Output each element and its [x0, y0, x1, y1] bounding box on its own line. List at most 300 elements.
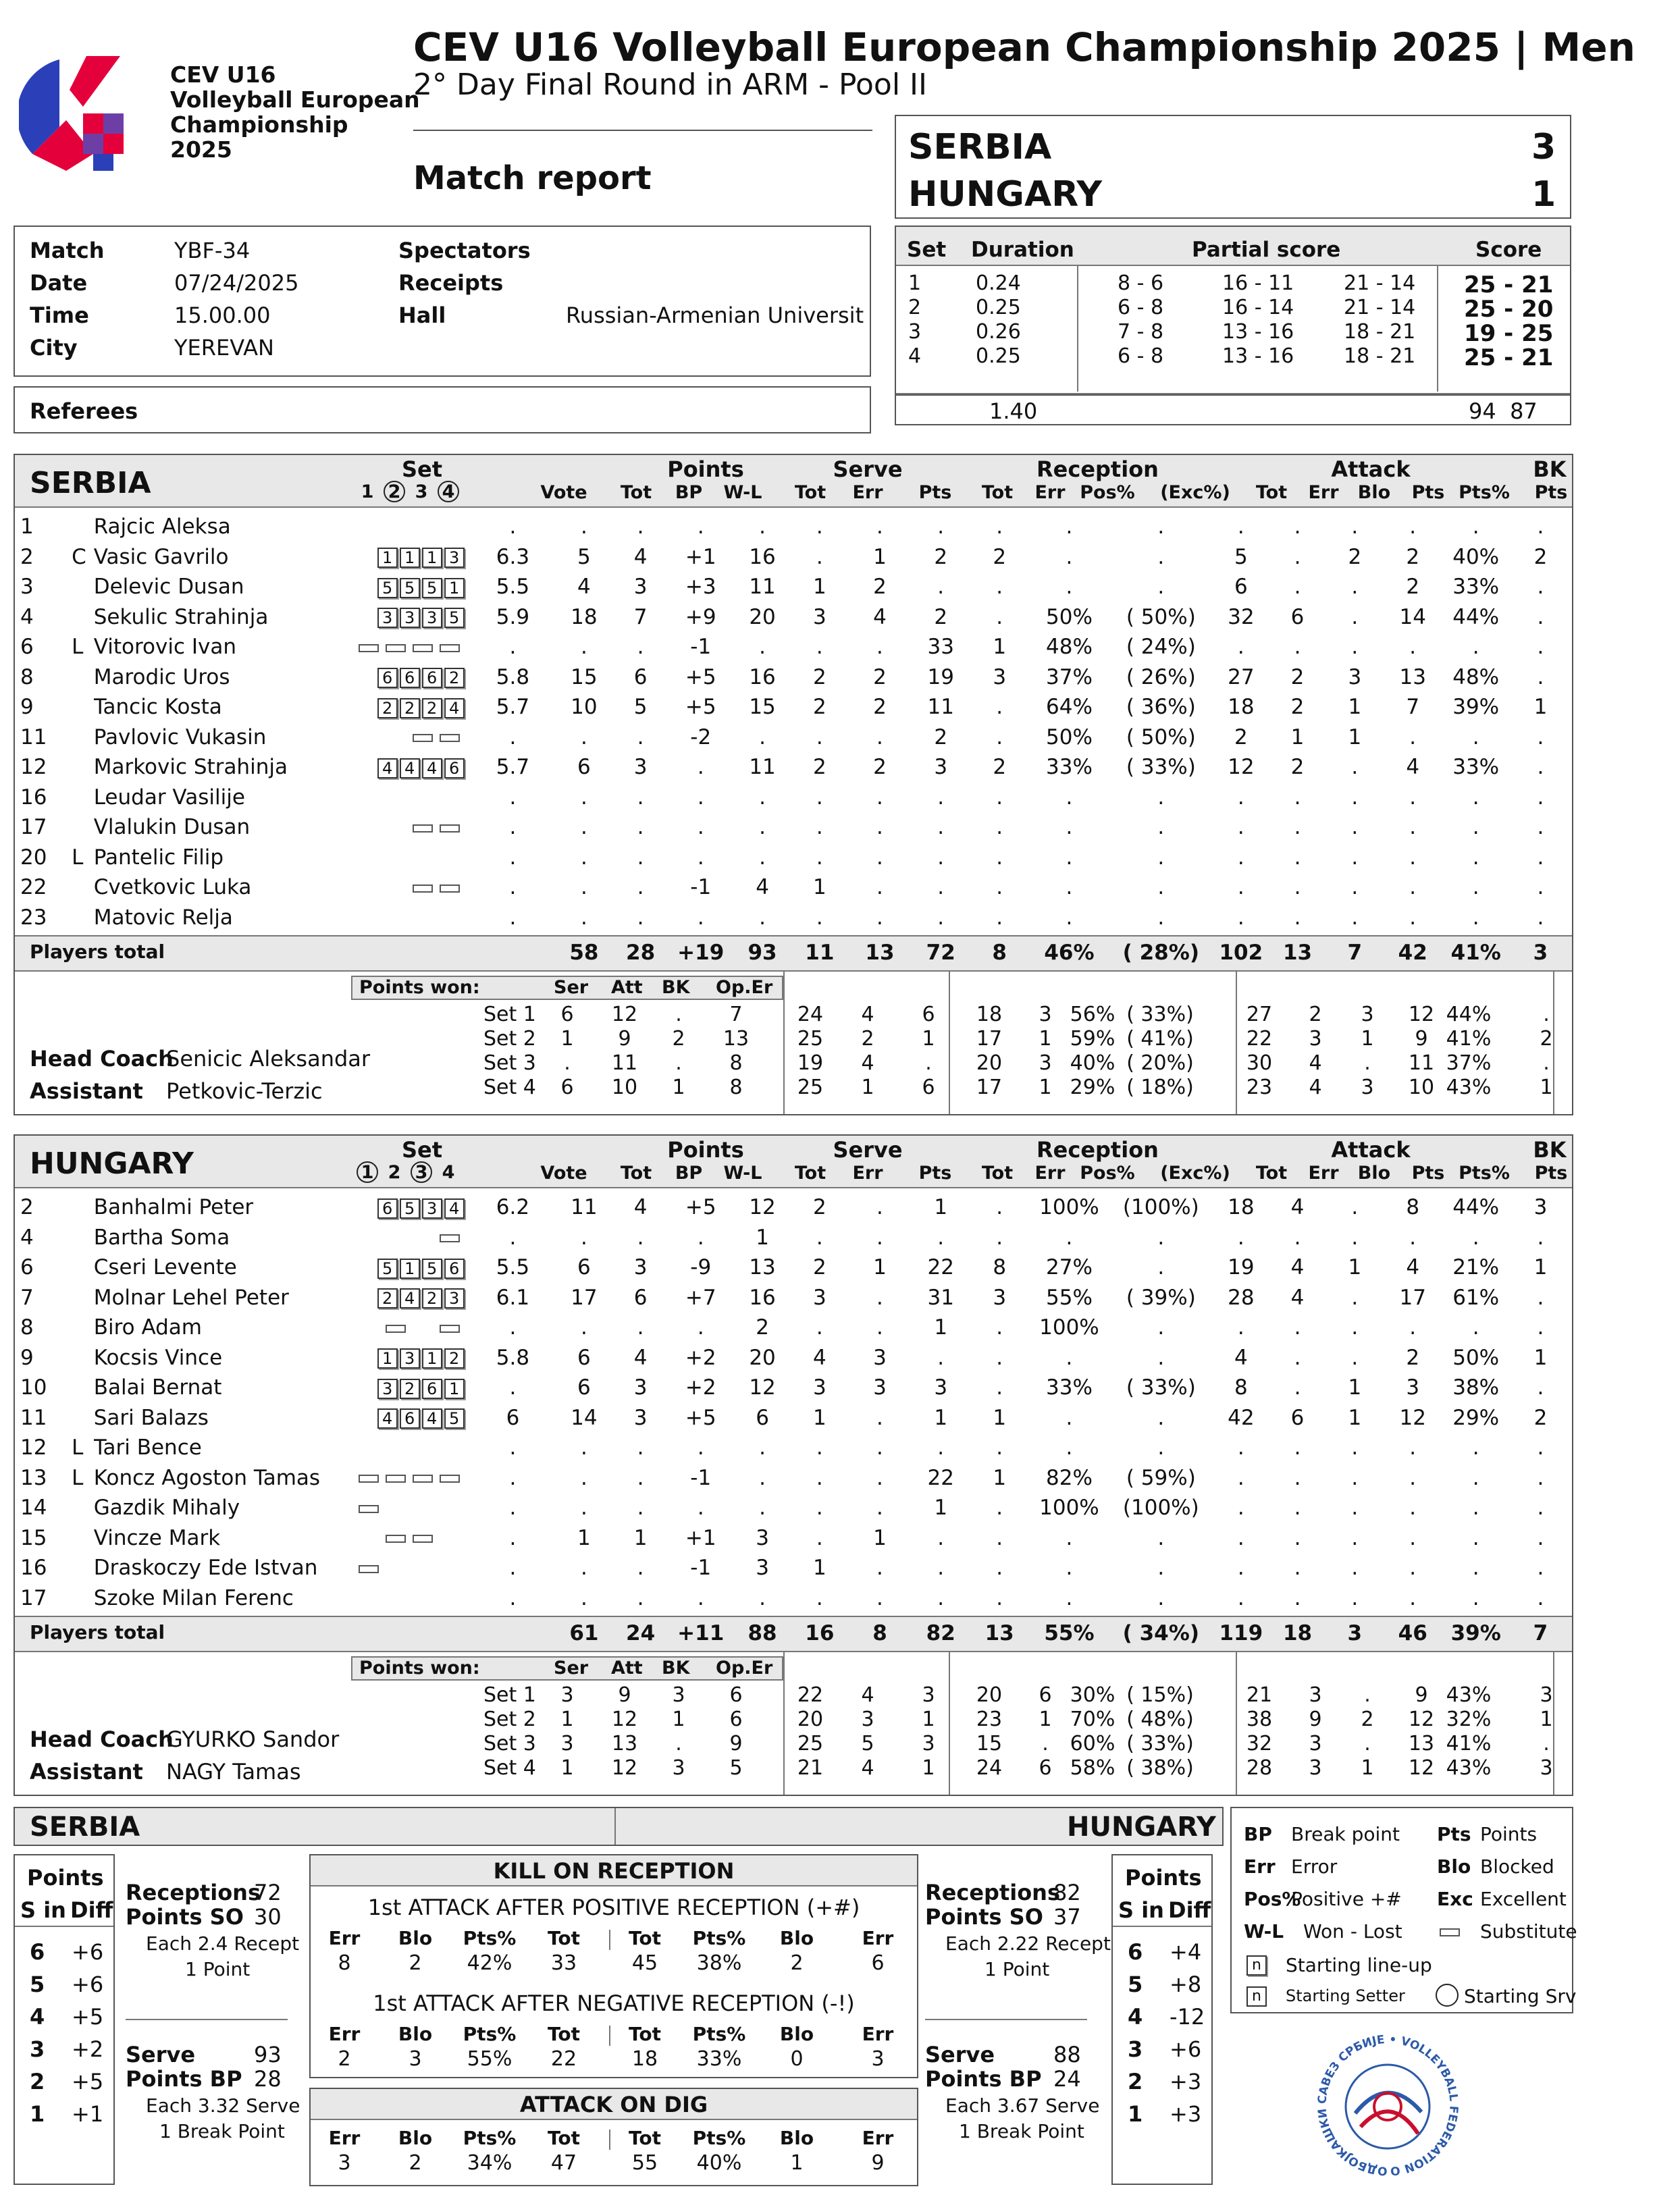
stat-spts: .	[876, 905, 883, 930]
total-apts: 42	[1398, 941, 1427, 966]
stat-rexc: .	[1157, 1405, 1165, 1430]
stat-rexc: (100%)	[1122, 1195, 1199, 1220]
stat-wl: +5	[685, 695, 716, 720]
set-stat-bkp: 3	[1540, 1683, 1553, 1707]
stat-aerr: 4	[1290, 1285, 1305, 1310]
player-set-lineup	[347, 1433, 472, 1463]
total-points: 94 87	[1469, 398, 1538, 424]
player-role	[72, 1403, 94, 1433]
serbia-set-marks	[357, 481, 465, 504]
dig-title: ATTACK ON DIG	[519, 2092, 708, 2117]
set-label: Set 4	[483, 1076, 536, 1099]
stat-ablo: .	[1351, 1556, 1359, 1581]
stat-tot: 6	[577, 1345, 591, 1370]
sin-rotation: 6	[30, 1939, 45, 1965]
set-label: Set 3	[483, 1732, 536, 1756]
kill-val: 40%	[696, 2151, 742, 2175]
stat-apct: 44%	[1452, 604, 1500, 629]
set-stat-rtot: 18	[976, 1003, 1003, 1026]
hungary-head-coach: GYURKO Sandor	[166, 1726, 340, 1752]
player-role: L	[72, 635, 84, 660]
stat-spts: .	[876, 1496, 883, 1521]
set-stat-rpos: 29%	[1070, 1076, 1115, 1099]
stat-stot: 20	[749, 604, 776, 629]
kill-val: 2	[790, 1951, 804, 1975]
set-mark: 2	[388, 1162, 401, 1183]
stat-bk: .	[1537, 1225, 1544, 1250]
player-number: 23	[20, 905, 47, 930]
stat-spts: .	[876, 785, 883, 810]
player-role	[72, 1493, 94, 1523]
set-stat-rpos: 56%	[1070, 1003, 1115, 1026]
stat-rtot: 1	[934, 1195, 948, 1220]
set-stat-spts: 1	[922, 1708, 935, 1731]
set-stat-rtot: 20	[976, 1683, 1003, 1707]
stat-rerr: .	[996, 1556, 1003, 1581]
stat-bp: 1	[633, 1525, 648, 1550]
partial-2: 13 - 16	[1222, 344, 1294, 368]
stat-vote: .	[509, 785, 517, 810]
player-role: C	[72, 544, 86, 569]
stat-stot: .	[759, 785, 766, 810]
table-row	[20, 1403, 1570, 1433]
player-set-lineup	[347, 632, 472, 662]
total-rerr: 8	[992, 941, 1007, 966]
stat-rpos: 27%	[1046, 1255, 1093, 1280]
stat-rexc: ( 33%)	[1126, 1375, 1196, 1400]
stat-atot: .	[1237, 1525, 1244, 1550]
stat-rerr: .	[996, 785, 1003, 810]
partial-3: 18 - 21	[1344, 320, 1416, 344]
set-stat-stot: 19	[797, 1051, 824, 1075]
player-role	[72, 872, 94, 903]
set-number: 1	[908, 271, 922, 295]
table-row	[20, 602, 1570, 633]
stat-aerr: .	[1294, 514, 1301, 539]
stat-apts: .	[1409, 1556, 1417, 1581]
stat-rtot: .	[937, 1556, 945, 1581]
legend-value: Break point	[1291, 1823, 1400, 1845]
kill-col-Err: Err	[862, 2023, 894, 2045]
stat-serr: .	[816, 1315, 823, 1340]
sin-rotation: 1	[30, 2101, 45, 2127]
set-stat-rerr: 1	[1039, 1027, 1052, 1051]
stat-bp: .	[637, 845, 644, 870]
stat-bp: .	[637, 1465, 644, 1490]
stat-rpos: .	[1066, 1405, 1073, 1430]
stat-rtot: 3	[934, 755, 948, 780]
hall-label: Hall	[398, 302, 446, 328]
substitute-icon	[440, 824, 460, 833]
player-number: 11	[20, 724, 47, 749]
player-role	[72, 1192, 94, 1223]
set-stat-atot: 22	[1246, 1027, 1273, 1051]
stat-bk: .	[1537, 815, 1544, 840]
stat-apct: .	[1472, 1465, 1479, 1490]
hungary-sub-pts: Pts	[1411, 1163, 1445, 1184]
set-stat-ser: 1	[560, 1027, 574, 1051]
stat-ablo: 1	[1348, 695, 1362, 720]
player-name: Tancic Kosta	[93, 695, 222, 720]
stat-bp: .	[637, 635, 644, 660]
stat-serr: .	[816, 1585, 823, 1610]
player-name: Vincze Mark	[93, 1525, 221, 1550]
team1-sets: 3	[1531, 127, 1556, 167]
stat-rerr: 1	[993, 635, 1007, 660]
stat-atot: .	[1237, 1496, 1244, 1521]
set-stat-ablo: .	[1364, 1051, 1371, 1075]
stat-bk: .	[1537, 635, 1544, 660]
stat-ablo: .	[1351, 815, 1359, 840]
stat-rerr: .	[996, 724, 1003, 749]
serbia-sub-blo: Blo	[1357, 482, 1391, 503]
setter-legend-label: Starting Setter	[1286, 1986, 1405, 2005]
total-bk: 3	[1533, 941, 1548, 966]
stat-atot: .	[1237, 514, 1244, 539]
stat-vote: .	[509, 1225, 517, 1250]
stat-rtot: .	[937, 1435, 945, 1460]
player-role	[72, 1583, 94, 1614]
set-stat-bkp: .	[1543, 1051, 1550, 1075]
stat-rexc: .	[1157, 575, 1165, 600]
set-stat-bk: .	[675, 1051, 682, 1075]
set-stat-oper: 6	[729, 1683, 743, 1707]
player-number: 20	[20, 845, 47, 870]
header-divider	[413, 130, 872, 131]
stat-spts: .	[876, 1315, 883, 1340]
stat-ablo: .	[1351, 635, 1359, 660]
sin-rotation: 6	[1128, 1939, 1143, 1965]
player-name: Banhalmi Peter	[93, 1195, 254, 1220]
stat-spts: .	[876, 1585, 883, 1610]
stat-bk: .	[1537, 905, 1544, 930]
stat-vote: .	[509, 1556, 517, 1581]
set-stat-serr: 2	[861, 1027, 874, 1051]
table-row	[20, 843, 1570, 873]
stat-vote: .	[509, 905, 517, 930]
stat-bk: 1	[1533, 695, 1548, 720]
stat-spts: 3	[873, 1375, 887, 1400]
kill-val: 1	[790, 2151, 804, 2175]
stat-bk: .	[1537, 1465, 1544, 1490]
set-stat-rerr: 6	[1039, 1683, 1052, 1707]
kill-val: 18	[631, 2047, 658, 2071]
stat-stot: .	[759, 1496, 766, 1521]
player-number: 4	[20, 604, 34, 629]
player-role	[72, 512, 94, 542]
kill-val: 2	[338, 2047, 351, 2071]
serbia-sub-vote: Vote	[540, 482, 587, 503]
stat-bp: 3	[633, 755, 648, 780]
stat-stot: 1	[756, 1225, 769, 1250]
stat-spts: .	[876, 875, 883, 900]
stat-atot: 5	[1234, 544, 1248, 569]
stat-rerr: 2	[993, 544, 1007, 569]
stat-bp: 3	[633, 1255, 648, 1280]
set-stat-rpos: 40%	[1070, 1051, 1115, 1075]
stat-serr: .	[816, 514, 823, 539]
stat-bk: .	[1537, 1375, 1544, 1400]
stat-ablo: .	[1351, 1195, 1359, 1220]
match-label: Match	[30, 238, 105, 263]
set-stat-rpos: 60%	[1070, 1732, 1115, 1756]
set-score: 25 - 20	[1464, 296, 1554, 323]
stat-serr: 3	[812, 604, 826, 629]
stat-serr: .	[816, 815, 823, 840]
stat-vote: 5.5	[496, 1255, 530, 1280]
legend-key: Pos%	[1244, 1888, 1301, 1910]
stat-serr: .	[816, 1525, 823, 1550]
stat-rerr: .	[996, 514, 1003, 539]
stat-rexc: ( 50%)	[1126, 724, 1196, 749]
stat-bk: .	[1537, 1435, 1544, 1460]
stat-spts: 2	[873, 755, 887, 780]
serbia-head-coach: Senicic Aleksandar	[166, 1046, 371, 1072]
stat-apct: .	[1472, 845, 1479, 870]
stat-rexc: .	[1157, 544, 1165, 569]
stat-apts: 12	[1399, 1405, 1426, 1430]
stat-rpos: .	[1066, 1345, 1073, 1370]
stat-aerr: .	[1294, 785, 1301, 810]
set-stat-spts: 6	[922, 1076, 935, 1099]
stat-stot: .	[759, 815, 766, 840]
stat-bp: .	[637, 1585, 644, 1610]
stat-rexc: ( 33%)	[1126, 755, 1196, 780]
player-number: 16	[20, 785, 47, 810]
set-stat-spts: 3	[922, 1732, 935, 1756]
set-stat-stot: 21	[797, 1756, 824, 1780]
stat-stot: 11	[749, 755, 776, 780]
stat-rexc: .	[1157, 1585, 1165, 1610]
stat-aerr: 6	[1290, 604, 1305, 629]
stat-bp: .	[637, 1315, 644, 1340]
sin-rotation: 2	[1128, 2069, 1143, 2094]
stat-bp: 3	[633, 575, 648, 600]
stat-rexc: .	[1157, 1435, 1165, 1460]
stat-vote: 6.2	[496, 1195, 530, 1220]
table-row	[20, 1583, 1570, 1614]
stat-atot: 18	[1228, 1195, 1255, 1220]
stat-stot: .	[759, 1435, 766, 1460]
stat-apct: .	[1472, 1435, 1479, 1460]
stat-wl: +9	[685, 604, 716, 629]
stat-rerr: .	[996, 1195, 1003, 1220]
player-number: 2	[20, 544, 34, 569]
set-stat-rtot: 24	[976, 1756, 1003, 1780]
stat-bk: .	[1537, 1285, 1544, 1310]
lineup-position: 6	[422, 668, 442, 688]
player-role	[72, 722, 94, 753]
serbia-player-table	[20, 512, 1570, 932]
substitute-icon	[386, 1475, 406, 1483]
stat-serr: 1	[812, 575, 826, 600]
sin-diff: +4	[1170, 1939, 1202, 1965]
stat-aerr: .	[1294, 1465, 1301, 1490]
set-stat-apts: 13	[1408, 1732, 1435, 1756]
stat-aerr: .	[1294, 544, 1301, 569]
stat-serr: .	[816, 1225, 823, 1250]
total-apct: 39%	[1450, 1621, 1501, 1646]
legend-value: Positive +#	[1291, 1888, 1402, 1910]
stat-apts: .	[1409, 1225, 1417, 1250]
set-stat-apct: 41%	[1446, 1732, 1492, 1756]
set-stat-oper: 9	[729, 1732, 743, 1756]
stat-ablo: .	[1351, 1525, 1359, 1550]
stat-bp: .	[637, 875, 644, 900]
stat-apct: .	[1472, 514, 1479, 539]
stat-rtot: .	[937, 1585, 945, 1610]
hungary-sub-blo: Blo	[1357, 1163, 1391, 1184]
set-stat-rerr: 6	[1039, 1756, 1052, 1780]
bottom-right-team: HUNGARY	[1067, 1812, 1216, 1843]
stat-tot: .	[580, 785, 587, 810]
stat-rtot: 1	[934, 1496, 948, 1521]
sin-rotation: 1	[1128, 2101, 1143, 2127]
set-stat-oper: 6	[729, 1708, 743, 1731]
kill-val: 22	[550, 2047, 577, 2071]
stat-rerr: .	[996, 875, 1003, 900]
stat-apct: 48%	[1452, 664, 1500, 689]
lineup-position: 4	[444, 698, 465, 718]
stat-apts: 4	[1406, 1255, 1420, 1280]
lineup-position: 2	[422, 698, 442, 718]
lineup-position: 3	[377, 1379, 398, 1399]
kill-col-Blo: Blo	[779, 2023, 814, 2045]
sin-diff: +5	[72, 2004, 104, 2030]
stat-rerr: 1	[993, 1465, 1007, 1490]
hungary-sub-pts: Pts	[1534, 1163, 1568, 1184]
stat-bk: .	[1537, 1496, 1544, 1521]
kill-val: 42%	[467, 1951, 513, 1975]
stat-ablo: 1	[1348, 1405, 1362, 1430]
stat-aerr: 2	[1290, 695, 1305, 720]
set-stat-stot: 25	[797, 1027, 824, 1051]
hungary-reception-header: Reception	[1036, 1137, 1159, 1163]
stat-spts: .	[876, 1465, 883, 1490]
serbia-sub-tot: Tot	[981, 482, 1014, 503]
player-role	[72, 1313, 94, 1343]
total-wl: +19	[677, 941, 725, 966]
stat-tot: .	[580, 1225, 587, 1250]
stat-tot: .	[580, 1315, 587, 1340]
stat-spts: 1	[873, 1255, 887, 1280]
stat-ablo: 2	[1348, 544, 1362, 569]
set-stat-aerr: 3	[1309, 1756, 1322, 1780]
kill-val: 9	[871, 2151, 885, 2175]
stat-atot: 27	[1228, 664, 1255, 689]
stat-wl: +1	[685, 1525, 716, 1550]
player-number: 15	[20, 1525, 47, 1550]
set-stat-att: 9	[618, 1027, 631, 1051]
set-stat-rtot: 17	[976, 1027, 1003, 1051]
hungary-sub-pos: Pos%	[1080, 1163, 1135, 1184]
player-set-lineup	[347, 812, 472, 843]
stat-stot: 3	[756, 1525, 769, 1550]
set-stat-bk: .	[675, 1003, 682, 1026]
substitute-icon	[440, 644, 460, 652]
hungary-sub-pts: Pts	[918, 1163, 952, 1184]
stat-vote: .	[509, 875, 517, 900]
stat-aerr: 2	[1290, 664, 1305, 689]
player-number: 12	[20, 1435, 47, 1460]
set-stat-apts: 10	[1408, 1076, 1435, 1099]
stat-ablo: .	[1351, 875, 1359, 900]
stat-vote: 5.7	[496, 755, 530, 780]
set-duration: 0.25	[976, 296, 1021, 319]
stat-apct: 33%	[1452, 755, 1500, 780]
player-role	[72, 812, 94, 843]
stat-stot: .	[759, 514, 766, 539]
kill-val: 55%	[467, 2047, 513, 2071]
stat-rpos: .	[1066, 845, 1073, 870]
stat-ablo: .	[1351, 905, 1359, 930]
player-number: 22	[20, 875, 47, 900]
player-name: Cvetkovic Luka	[93, 875, 252, 900]
stat-apts: 17	[1399, 1285, 1426, 1310]
stat-rerr: 2	[993, 755, 1007, 780]
stat-stot: .	[759, 845, 766, 870]
diff-label: Diff	[1168, 1897, 1211, 1923]
total-atot: 119	[1219, 1621, 1263, 1646]
stat-tot: 11	[571, 1195, 598, 1220]
stat-serr: 2	[812, 1255, 826, 1280]
set-stat-oper: 7	[729, 1003, 743, 1026]
player-name: Bartha Soma	[93, 1225, 230, 1250]
col-duration: Duration	[971, 238, 1074, 262]
stat-bk: .	[1537, 845, 1544, 870]
stat-serr: .	[816, 1465, 823, 1490]
set-stat-atot: 23	[1246, 1076, 1273, 1099]
substitute-icon	[386, 1535, 406, 1543]
stat-atot: .	[1237, 1585, 1244, 1610]
substitute-icon	[413, 734, 433, 742]
stat-aerr: .	[1294, 635, 1301, 660]
player-name: Tari Bence	[93, 1435, 202, 1460]
stat-bp: .	[637, 815, 644, 840]
total-spts: 13	[865, 941, 895, 966]
stat-wl: -1	[690, 875, 712, 900]
stat-serr: .	[816, 1496, 823, 1521]
stat-apct: .	[1472, 785, 1479, 810]
stat-atot: .	[1237, 635, 1244, 660]
legend-key: Pts	[1437, 1823, 1471, 1845]
sin-diff: +8	[1170, 1972, 1202, 1997]
set-stat-aerr: 3	[1309, 1683, 1322, 1707]
set-duration: 0.24	[976, 271, 1021, 295]
stat-apct: .	[1472, 635, 1479, 660]
stat-vote: .	[509, 1315, 517, 1340]
sin-diff: +2	[72, 2036, 104, 2062]
table-row	[20, 542, 1570, 573]
stat-rtot: 2	[934, 724, 948, 749]
set-stat-rexc: ( 41%)	[1126, 1027, 1194, 1051]
stat-rpos: 82%	[1046, 1465, 1093, 1490]
substitute-icon	[359, 1565, 379, 1573]
player-set-lineup	[347, 1493, 472, 1523]
lineup-position: 1	[377, 548, 398, 568]
stat-rtot: 1	[934, 1405, 948, 1430]
stat-atot: .	[1237, 1465, 1244, 1490]
total-rpos: 55%	[1044, 1621, 1095, 1646]
stat-rtot: 2	[934, 544, 948, 569]
lineup-position: 3	[377, 608, 398, 628]
stat-spts: 1	[873, 1525, 887, 1550]
date-label: Date	[30, 270, 88, 296]
kill-col-Err: Err	[328, 2023, 361, 2045]
team2-sets: 1	[1531, 174, 1556, 215]
stat-rtot: 33	[927, 635, 954, 660]
set-stat-aerr: 4	[1309, 1051, 1322, 1075]
